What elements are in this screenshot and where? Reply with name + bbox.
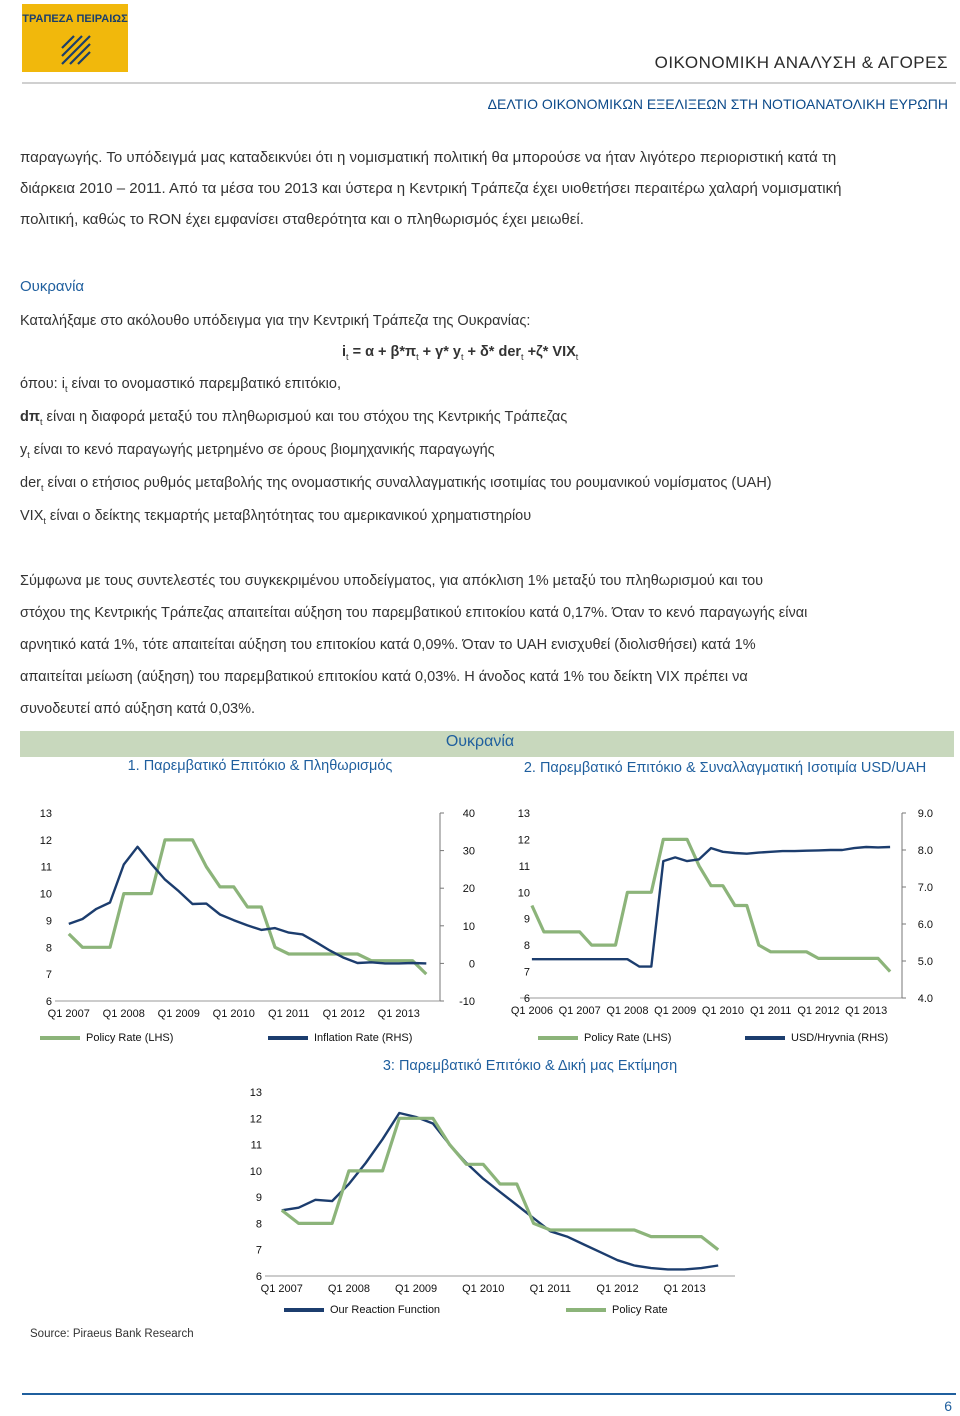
chart3-title: 3: Παρεμβατικό Επιτόκιο & Δική μας Εκτίμηση bbox=[382, 1058, 678, 1074]
y-tick-label-right: 8.0 bbox=[917, 845, 933, 857]
legend-label: Inflation Rate (RHS) bbox=[314, 1032, 413, 1044]
definition-subscript: t bbox=[43, 515, 46, 526]
chart2-legend-fx bbox=[745, 1032, 888, 1044]
results-paragraph bbox=[20, 565, 954, 725]
formula-subscript: t bbox=[521, 351, 524, 362]
formula-term: + γ* y bbox=[418, 344, 461, 360]
chart1-title: 1. Παρεμβατικό Επιτόκιο & Πληθωρισμός bbox=[127, 758, 393, 774]
x-tick-label: Q1 2009 bbox=[654, 1005, 697, 1017]
y-tick-label-left: 7 bbox=[523, 966, 530, 979]
y-tick-label-left: 10 bbox=[517, 887, 530, 900]
model-lead: Καταλήξαμε στο ακόλουθο υπόδειγμα για την Κεντρική Τράπεζα της Ουκρανίας: bbox=[20, 313, 531, 329]
definition-symbol: όπου: i bbox=[20, 376, 65, 392]
y-tick-label-left: 7 bbox=[45, 969, 52, 982]
y-tick-label-left: 6 bbox=[45, 996, 52, 1008]
y-tick-label-right: 0 bbox=[468, 958, 475, 971]
definition-subscript: t bbox=[64, 383, 68, 394]
y-tick-label-right: 20 bbox=[462, 883, 475, 896]
x-tick-label: Q1 2007 bbox=[47, 1008, 90, 1020]
definition-text: είναι η διαφορά μεταξύ του πληθωρισμού και του στόχου της Κεντρικής Τράπεζας bbox=[42, 409, 568, 425]
x-tick-label: Q1 2011 bbox=[529, 1283, 572, 1295]
definition-i bbox=[20, 376, 341, 394]
y-tick-label-left: 8 bbox=[523, 940, 530, 953]
definition-symbol: der bbox=[20, 475, 41, 491]
y-tick-label-left: 10 bbox=[39, 888, 52, 901]
y-tick-label-right: -10 bbox=[459, 996, 475, 1008]
legend-swatch bbox=[745, 1036, 785, 1040]
definition-text: είναι το κενό παραγωγής μετρημένο σε όρους βιομηχανικής παραγωγής bbox=[29, 442, 495, 458]
definition-text: είναι ο ετήσιος ρυθμός μεταβολής της ονομαστικής συναλλαγματικής ισοτιμίας του ρουμανικού νομίσματος (UAH) bbox=[43, 475, 772, 491]
y-tick-label-right: 4.0 bbox=[917, 993, 933, 1005]
definition-y bbox=[20, 442, 495, 460]
x-tick-label: Q1 2012 bbox=[596, 1283, 639, 1295]
y-tick-label-left: 12 bbox=[517, 834, 530, 847]
legend-swatch bbox=[566, 1308, 606, 1312]
y-tick-label-right: 40 bbox=[462, 808, 475, 820]
y-tick-label-right: 30 bbox=[462, 845, 475, 858]
logo-emblem-icon bbox=[60, 34, 92, 66]
y-tick-label-right: 5.0 bbox=[917, 956, 933, 968]
formula-term: = α + β*π bbox=[348, 344, 417, 360]
y-tick-label-left: 8 bbox=[255, 1218, 262, 1231]
legend-swatch bbox=[40, 1036, 80, 1040]
y-tick-label-left: 9 bbox=[255, 1192, 262, 1205]
model-formula bbox=[342, 344, 578, 362]
y-tick-label-left: 9 bbox=[523, 913, 530, 926]
series-line-0 bbox=[282, 1113, 718, 1269]
formula-subscript: t bbox=[575, 351, 579, 362]
formula-term: + δ* der bbox=[463, 344, 522, 360]
chart2-policy-rate-fx bbox=[500, 796, 950, 1028]
intro-line: πολιτική, καθώς το RON έχει εμφανίσει σταθερότητα και ο πληθωρισμός έχει μειωθεί. bbox=[20, 211, 584, 228]
y-tick-label-left: 6 bbox=[523, 993, 530, 1005]
charts-country-heading: Ουκρανία bbox=[445, 733, 515, 750]
y-tick-label-right: 7.0 bbox=[917, 882, 933, 894]
y-tick-label-left: 8 bbox=[45, 942, 52, 955]
legend-label: Policy Rate (LHS) bbox=[584, 1032, 672, 1044]
definition-subscript: t bbox=[27, 449, 30, 460]
x-tick-label: Q1 2007 bbox=[558, 1005, 601, 1017]
bank-logo bbox=[22, 4, 128, 72]
intro-line: παραγωγής. Το υπόδειγμά μας καταδεικνύει ότι η νομισματική πολιτική θα μπορούσε να ήταν λιγότερο περιοριστική κατά τη bbox=[20, 149, 837, 166]
y-tick-label-left: 12 bbox=[249, 1113, 262, 1126]
chart3-policy-rate-reaction bbox=[230, 1080, 750, 1302]
header-divider bbox=[22, 82, 956, 84]
series-line-0 bbox=[532, 839, 890, 971]
definition-text: είναι το ονομαστικό παρεμβατικό επιτόκιο, bbox=[67, 376, 341, 392]
chart2-legend-policy bbox=[538, 1032, 671, 1044]
series-line-1 bbox=[532, 847, 890, 967]
x-tick-label: Q1 2009 bbox=[157, 1008, 200, 1020]
definition-der bbox=[20, 475, 772, 493]
results-line: συνοδευτεί από αύξηση κατά 0,03%. bbox=[20, 701, 256, 717]
legend-swatch bbox=[538, 1036, 578, 1040]
results-line: Σύμφωνα με τους συντελεστές του συγκεκριμένου υποδείγματος, για απόκλιση 1% μεταξύ του πληθωρισμού και του bbox=[20, 573, 764, 589]
x-tick-label: Q1 2013 bbox=[845, 1005, 888, 1017]
y-tick-label-right: 10 bbox=[462, 920, 475, 933]
x-tick-label: Q1 2013 bbox=[663, 1283, 706, 1295]
chart2-title: 2. Παρεμβατικό Επιτόκιο & Συναλλαγματική Ισοτιμία USD/UAH bbox=[523, 760, 927, 776]
y-tick-label-left: 11 bbox=[518, 860, 530, 873]
chart1-legend-inflation bbox=[268, 1032, 412, 1044]
section-heading-ukraine: Ουκρανία bbox=[20, 278, 85, 295]
section-title: ΟΙΚΟΝΟΜΙΚΗ ΑΝΑΛΥΣΗ & ΑΓΟΡΕΣ bbox=[654, 53, 948, 72]
y-tick-label-right: 6.0 bbox=[917, 919, 933, 931]
x-tick-label: Q1 2009 bbox=[394, 1283, 438, 1295]
formula-subscript: t bbox=[416, 351, 419, 362]
legend-label: Policy Rate (LHS) bbox=[86, 1032, 174, 1044]
x-tick-label: Q1 2010 bbox=[212, 1008, 255, 1020]
definition-dpi bbox=[20, 409, 567, 427]
intro-paragraph bbox=[20, 142, 954, 235]
formula-term: i bbox=[342, 344, 347, 360]
legend-label: Policy Rate bbox=[612, 1304, 668, 1316]
legend-label: Our Reaction Function bbox=[330, 1304, 441, 1316]
formula-subscript: t bbox=[346, 351, 349, 362]
x-tick-label: Q1 2010 bbox=[701, 1005, 745, 1017]
definition-subscript: t bbox=[40, 482, 44, 493]
formula-subscript: t bbox=[460, 351, 464, 362]
series-line-0 bbox=[69, 840, 427, 974]
chart1-legend-policy bbox=[40, 1032, 173, 1044]
x-tick-label: Q1 2008 bbox=[606, 1005, 649, 1017]
x-tick-label: Q1 2010 bbox=[462, 1283, 505, 1295]
definition-symbol: dπ bbox=[20, 409, 40, 425]
x-tick-label: Q1 2007 bbox=[260, 1283, 303, 1295]
formula-term: +ζ* VIX bbox=[523, 344, 576, 360]
chart3-legend-policy bbox=[566, 1304, 668, 1316]
y-tick-label-left: 11 bbox=[40, 861, 52, 874]
x-tick-label: Q1 2012 bbox=[322, 1008, 365, 1020]
legend-swatch bbox=[284, 1308, 324, 1312]
y-tick-label-left: 7 bbox=[255, 1244, 262, 1257]
source-note: Source: Piraeus Bank Research bbox=[30, 1328, 194, 1340]
x-tick-label: Q1 2013 bbox=[377, 1008, 420, 1020]
results-line: στόχου της Κεντρικής Τράπεζας απαιτείται αύξηση του παρεμβατικού επιτοκίου κατά 0,17%. Όταν το κενό παραγωγής είναι bbox=[20, 605, 808, 621]
definition-symbol: y bbox=[20, 442, 28, 458]
logo-text: ΤΡΑΠΕΖΑ ΠΕΙΡΑΙΩΣ bbox=[22, 13, 128, 25]
y-tick-label-right: 9.0 bbox=[917, 808, 933, 820]
x-tick-label: Q1 2006 bbox=[510, 1005, 554, 1017]
intro-line: διάρκεια 2010 – 2011. Από τα μέσα του 2013 και ύστερα η Κεντρική Τράπεζα έχει υιοθετήσει περαιτέρω χαλαρή νομισματική bbox=[20, 180, 842, 197]
bulletin-title: ΔΕΛΤΙΟ ΟΙΚΟΝΟΜΙΚΩΝ ΕΞΕΛΙΞΕΩΝ ΣΤΗ ΝΟΤΙΟΑΝΑΤΟΛΙΚΗ ΕΥΡΩΠΗ bbox=[487, 96, 948, 112]
legend-swatch bbox=[268, 1036, 308, 1040]
chart1-policy-rate-inflation bbox=[20, 796, 480, 1032]
x-tick-label: Q1 2012 bbox=[797, 1005, 840, 1017]
results-line: απαιτείται μείωση (αύξηση) του παρεμβατικού επιτοκίου κατά 0,03%. Η άνοδος κατά 1% του δείκτη VIX πρέπει να bbox=[20, 669, 748, 685]
definition-vix bbox=[20, 508, 531, 526]
y-tick-label-left: 13 bbox=[39, 808, 52, 820]
definition-subscript: t bbox=[39, 416, 43, 427]
page-number: 6 bbox=[944, 1398, 952, 1414]
y-tick-label-left: 6 bbox=[255, 1271, 262, 1283]
x-tick-label: Q1 2008 bbox=[102, 1008, 145, 1020]
footer-divider bbox=[22, 1393, 956, 1395]
y-tick-label-left: 9 bbox=[45, 915, 52, 928]
definition-symbol: VIX bbox=[20, 508, 44, 524]
y-tick-label-left: 10 bbox=[249, 1165, 262, 1178]
x-tick-label: Q1 2011 bbox=[268, 1008, 310, 1020]
results-line: αρνητικό κατά 1%, τότε απαιτείται αύξηση του επιτοκίου κατά 0,09%. Όταν το UAH ενισχυθεί (διολισθήσει) κατά 1% bbox=[20, 637, 756, 653]
x-tick-label: Q1 2008 bbox=[327, 1283, 371, 1295]
definition-text: είναι ο δείκτης τεκμαρτής μεταβλητότητας του αμερικανικού χρηματιστηρίου bbox=[45, 508, 532, 524]
y-tick-label-left: 11 bbox=[250, 1139, 262, 1152]
chart3-legend-reaction bbox=[284, 1304, 440, 1316]
legend-label: USD/Hryvnia (RHS) bbox=[791, 1032, 889, 1044]
y-tick-label-left: 13 bbox=[517, 808, 530, 820]
x-tick-label: Q1 2011 bbox=[749, 1005, 792, 1017]
y-tick-label-left: 12 bbox=[39, 834, 52, 847]
y-tick-label-left: 13 bbox=[249, 1087, 262, 1099]
